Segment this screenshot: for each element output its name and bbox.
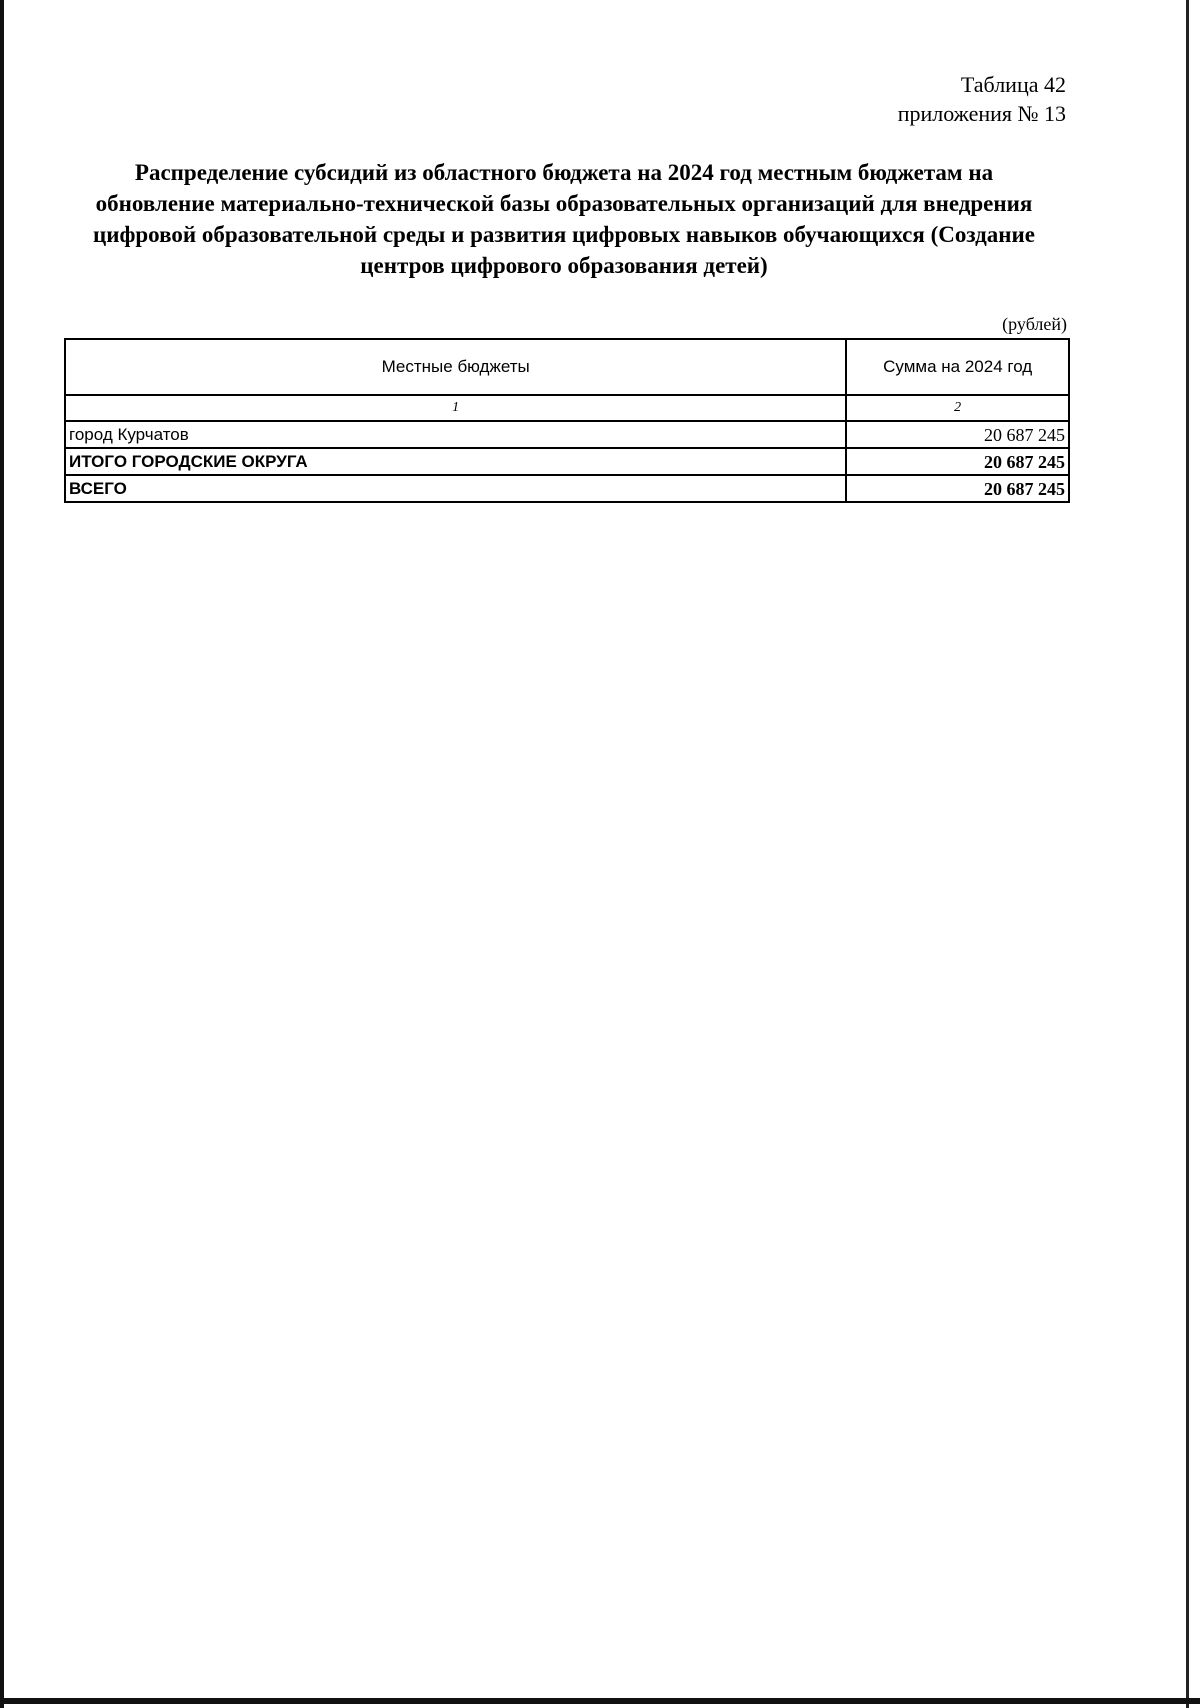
caption-table-number: Таблица 42 bbox=[960, 72, 1066, 97]
title-line-3: цифровой образовательной среды и развития цифровых навыков обучающихся (Создание bbox=[92, 222, 1036, 247]
header-local-budgets: Местные бюджеты bbox=[65, 339, 846, 395]
row-name: ИТОГО ГОРОДСКИЕ ОКРУГА bbox=[65, 448, 846, 475]
caption-appendix-number: приложения № 13 bbox=[897, 101, 1066, 126]
title-line-1: Распределение субсидий из областного бюджета на 2024 год местным бюджетам на bbox=[134, 160, 994, 185]
row-amount: 20 687 245 bbox=[846, 448, 1069, 475]
page-left-edge bbox=[0, 0, 4, 1708]
column-number-1: 1 bbox=[65, 395, 846, 421]
row-name: город Курчатов bbox=[65, 421, 846, 448]
page-right-edge bbox=[1186, 0, 1189, 1708]
row-amount: 20 687 245 bbox=[846, 475, 1069, 502]
unit-label: (рублей) bbox=[1002, 314, 1067, 334]
table-row-total bbox=[65, 475, 1069, 502]
header-amount-2024: Сумма на 2024 год bbox=[846, 339, 1069, 395]
row-name: ВСЕГО bbox=[65, 475, 846, 502]
page-bottom-edge bbox=[0, 1698, 1200, 1704]
table-header-row bbox=[65, 339, 1069, 395]
document-title bbox=[60, 157, 1068, 281]
row-amount: 20 687 245 bbox=[846, 421, 1069, 448]
column-number-2: 2 bbox=[846, 395, 1069, 421]
title-line-2: обновление материально-технической базы образовательных организаций для внедрения bbox=[95, 191, 1033, 216]
budget-table bbox=[64, 338, 1070, 503]
table-row bbox=[65, 421, 1069, 448]
table-row-subtotal bbox=[65, 448, 1069, 475]
title-line-4: центров цифрового образования детей) bbox=[360, 253, 768, 278]
table-caption bbox=[898, 70, 1066, 128]
column-number-row bbox=[65, 395, 1069, 421]
